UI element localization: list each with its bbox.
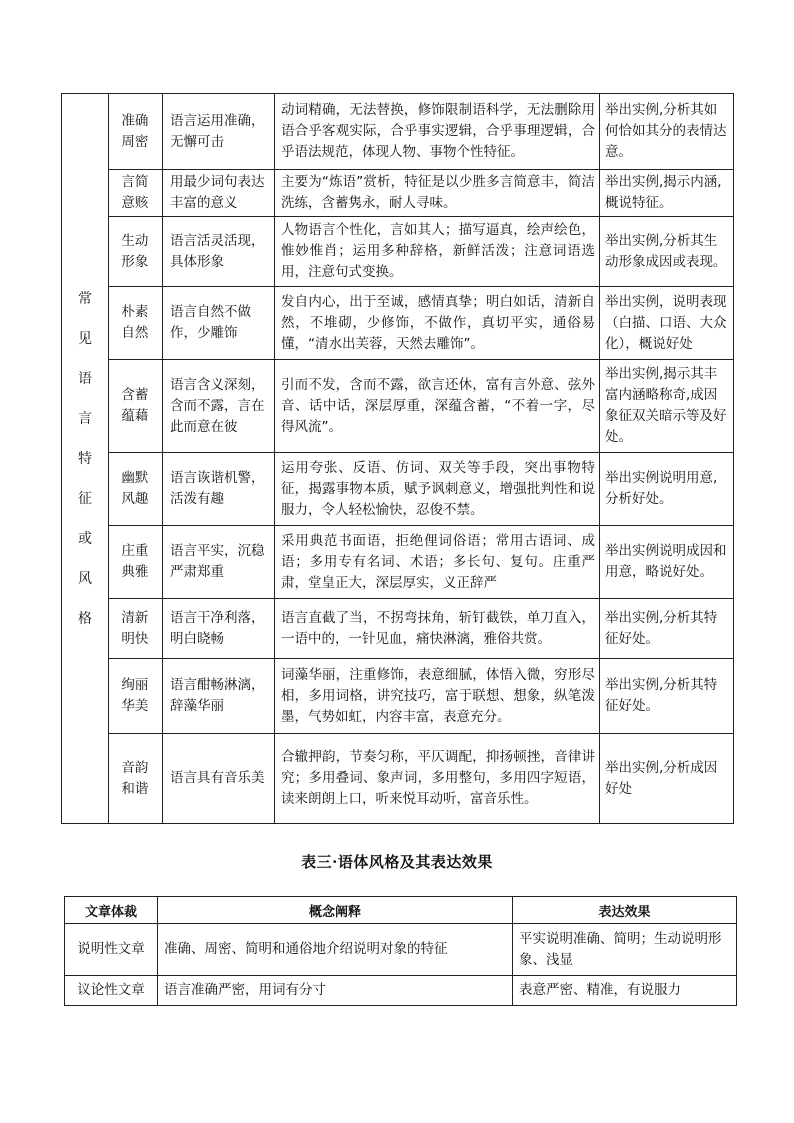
- column-header-effect: 表达效果: [513, 897, 737, 924]
- table-row: [62, 659, 734, 734]
- style-features: 运用夸张、反语、仿词、双关等手段，突出事物特征，揭露事物本质，赋予讽刺意义，增强批判性和说服力，令人轻松愉快，忍俊不禁。: [275, 453, 600, 526]
- style-description: 语言运用准确，无懈可击: [163, 94, 275, 170]
- style-name: 幽默风趣: [109, 453, 163, 526]
- style-features: 语言直截了当，不拐弯抹角，斩钉截铁，单刀直入，一语中的，一针见血，痛快淋漓，雅俗共赏。: [275, 599, 600, 659]
- style-name: 准确周密: [109, 94, 163, 170]
- table-row: [65, 924, 737, 976]
- style-description: 语言具有音乐美: [163, 734, 275, 824]
- style-description: 语言自然不做作，少雕饰: [163, 287, 275, 360]
- style-name: 生动形象: [109, 217, 163, 287]
- analysis-method: 举出实例,揭示内涵,概说特征。: [600, 170, 734, 217]
- analysis-method: 举出实例说明用意,分析好处。: [600, 453, 734, 526]
- genre-cell: 议论性文章: [65, 976, 158, 1006]
- table-row: [65, 976, 737, 1006]
- column-header-concept: 概念阐释: [158, 897, 513, 924]
- style-features: 采用典范书面语，拒绝俚词俗语；常用古语词、成语；多用专有名词、术语；多长句、复句。庄重严肃，堂皇正大，深层厚实，义正辞严: [275, 526, 600, 599]
- style-name: 清新明快: [109, 599, 163, 659]
- analysis-method: 举出实例，说明表现（白描、口语、大众化），概说好处: [600, 287, 734, 360]
- analysis-method: 举出实例,分析其特征好处。: [600, 659, 734, 734]
- style-description: 用最少词句表达丰富的意义: [163, 170, 275, 217]
- style-features: 动词精确，无法替换，修饰限制语科学，无法删除用语合乎客观实际，合乎事实逻辑，合乎事理逻辑，合乎语法规范，体现人物、事物个性特征。: [275, 94, 600, 170]
- style-name: 绚丽华美: [109, 659, 163, 734]
- analysis-method: 举出实例,分析其生动形象成因或表现。: [600, 217, 734, 287]
- effect-cell: 平实说明准确、简明；生动说明形象、浅显: [513, 924, 737, 976]
- style-features: 合辙押韵，节奏匀称，平仄调配，抑扬顿挫，音律讲究；多用叠词、象声词，多用整句，多用四字短语，读来朗朗上口，听来悦耳动听，富音乐性。: [275, 734, 600, 824]
- table-row: [62, 599, 734, 659]
- concept-cell: 准确、周密、简明和通俗地介绍说明对象的特征: [158, 924, 513, 976]
- style-description: 语言活灵活现，具体形象: [163, 217, 275, 287]
- style-description: 语言诙谐机警，活泼有趣: [163, 453, 275, 526]
- style-features: 引而不发，含而不露，欲言还休，富有言外意、弦外音、话中话，深层厚重，深蕴含蓄，“不着一字，尽得风流”。: [275, 360, 600, 453]
- category-label: 常 见 语 言 特 征 或 风 格: [78, 290, 92, 627]
- analysis-method: 举出实例,揭示其丰富内涵略称奇,成因象征双关暗示等及好处。: [600, 360, 734, 453]
- genre-cell: 说明性文章: [65, 924, 158, 976]
- genre-style-table: [64, 896, 737, 1006]
- style-features: 主要为“炼语”赏析，特征是以少胜多言简意丰，简洁洗练，含蓄隽永，耐人寻味。: [275, 170, 600, 217]
- analysis-method: 举出实例,分析其特征好处。: [600, 599, 734, 659]
- style-description: 语言酣畅淋漓，辞藻华丽: [163, 659, 275, 734]
- style-name: 言简意赅: [109, 170, 163, 217]
- table3-title: 表三·语体风格及其表达效果: [301, 853, 493, 871]
- style-name: 音韵和谐: [109, 734, 163, 824]
- table-row: [62, 360, 734, 453]
- style-description: 语言含义深刻，含而不露，言在此而意在彼: [163, 360, 275, 453]
- concept-cell: 语言准确严密，用词有分寸: [158, 976, 513, 1006]
- style-description: 语言干净利落，明白晓畅: [163, 599, 275, 659]
- table-row: [62, 170, 734, 217]
- style-name: 庄重典雅: [109, 526, 163, 599]
- style-features: 词藻华丽，注重修饰，表意细腻，体悟入微，穷形尽相，多用词格，讲究技巧，富于联想、想象，纵笔泼墨，气势如虹，内容丰富，表意充分。: [275, 659, 600, 734]
- analysis-method: 举出实例说明成因和用意，略说好处。: [600, 526, 734, 599]
- effect-cell: 表意严密、精准，有说服力: [513, 976, 737, 1006]
- style-features: 发自内心，出于至诚，感情真挚；明白如话，清新自然，不堆砌，少修饰，不做作，真切平实，通俗易懂，“清水出芙蓉，天然去雕饰”。: [275, 287, 600, 360]
- style-description: 语言平实，沉稳严肃郑重: [163, 526, 275, 599]
- analysis-method: 举出实例,分析其如何恰如其分的表情达意。: [600, 94, 734, 170]
- analysis-method: 举出实例,分析成因好处: [600, 734, 734, 824]
- style-name: 含蓄蕴藉: [109, 360, 163, 453]
- table-row: [62, 217, 734, 287]
- language-style-table: [61, 93, 734, 824]
- table-row: [62, 94, 734, 170]
- table-row: [62, 453, 734, 526]
- table-row: [62, 734, 734, 824]
- column-header-genre: 文章体裁: [65, 897, 158, 924]
- table-header-row: [65, 897, 737, 924]
- table-row: [62, 287, 734, 360]
- table-row: [62, 526, 734, 599]
- category-cell: [62, 94, 109, 824]
- style-name: 朴素自然: [109, 287, 163, 360]
- style-features: 人物语言个性化，言如其人；描写逼真，绘声绘色，惟妙惟肖；运用多种辞格，新鲜活泼；注意词语选用，注意句式变换。: [275, 217, 600, 287]
